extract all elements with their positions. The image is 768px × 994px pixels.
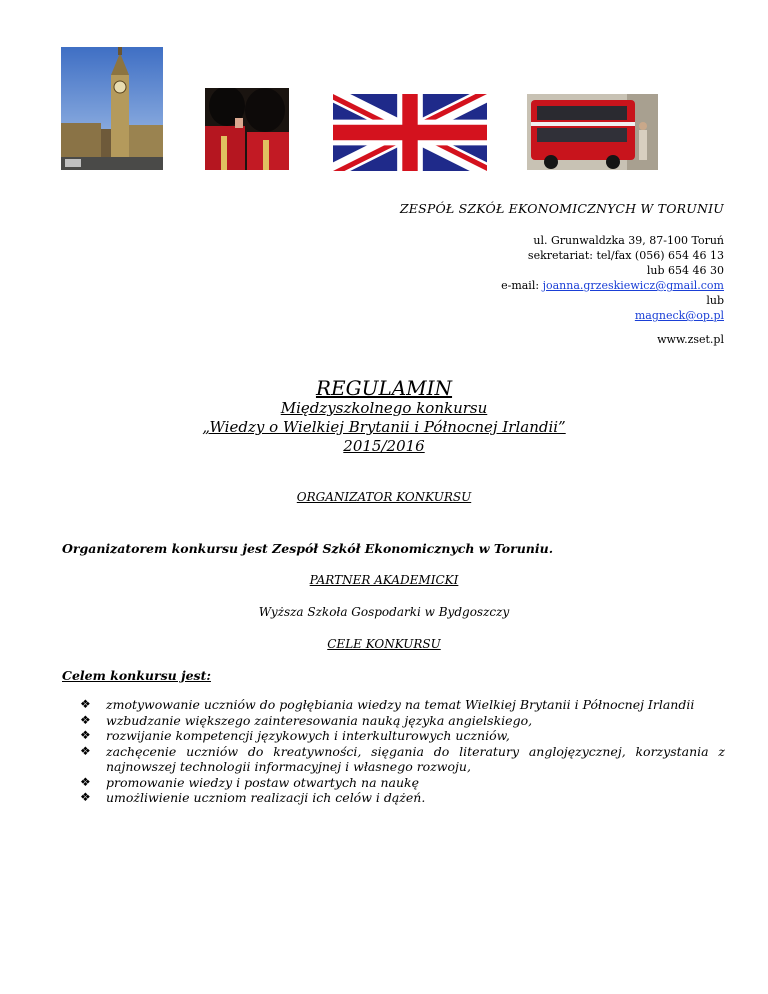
or-text: lub: [706, 294, 724, 307]
title-year: 2015/2016: [343, 437, 425, 455]
goal-text: umożliwienie uczniom realizacji ich celów i dążeń.: [106, 790, 426, 805]
goals-intro: Celem konkursu jest:: [62, 668, 211, 683]
goal-item: [80, 728, 725, 744]
email-label: e-mail:: [501, 279, 543, 292]
phone-alt: lub 654 46 30: [646, 264, 724, 277]
goal-text: rozwijanie kompetencji językowych i interkulturowych uczniów,: [106, 728, 510, 743]
goal-item: [80, 790, 725, 806]
red-double-decker-bus-photo: [527, 94, 658, 170]
title-block: [0, 377, 768, 456]
website: www.zset.pl: [657, 333, 724, 346]
bullet-icon: ❖: [80, 743, 91, 758]
goal-item: [80, 775, 725, 791]
goal-text: zmotywowanie uczniów do pogłębiania wiedzy na temat Wielkiej Brytanii i Północnej Irlandii: [106, 697, 695, 712]
goal-text: promowanie wiedzy i postaw otwartych na naukę: [106, 774, 420, 790]
bullet-icon: ❖: [80, 712, 91, 727]
bullet-icon: ❖: [80, 697, 91, 711]
contact-block: [304, 233, 724, 323]
goals-list: [80, 697, 725, 806]
email-line: [304, 278, 724, 293]
bullet-icon: ❖: [80, 774, 91, 789]
email-link-2[interactable]: magneck@op.pl: [634, 309, 724, 322]
address: ul. Grunwaldzka 39, 87-100 Toruń: [533, 234, 724, 247]
title-regulamin: REGULAMIN: [315, 376, 453, 400]
bullet-icon: ❖: [80, 790, 91, 804]
organizer-text: Organizatorem konkursu jest Zespół Szkół Ekonomicznych w Toruniu.: [62, 541, 554, 556]
email-line-2: [304, 308, 724, 323]
organizer-heading: ORGANIZATOR KONKURSU: [296, 490, 472, 504]
bullet-icon: ❖: [80, 728, 91, 742]
goal-item: [80, 744, 725, 775]
big-ben-photo: [61, 47, 163, 170]
goal-text: zachęcenie uczniów do kreatywności, sięgania do literatury anglojęzycznej, korzystania z najnowszej technologii informacyjnej i własnego rozwoju,: [106, 743, 725, 774]
goal-item: [80, 713, 725, 729]
email-link-1[interactable]: joanna.grzeskiewicz@gmail.com: [542, 279, 724, 292]
partner-heading: PARTNER AKADEMICKI: [309, 573, 459, 587]
partner-name: Wyższa Szkoła Gospodarki w Bydgoszczy: [258, 605, 510, 619]
goal-text: wzbudzanie większego zainteresowania nauką języka angielskiego,: [106, 712, 533, 728]
phone: sekretariat: tel/fax (056) 654 46 13: [527, 249, 724, 262]
union-jack-flag: [333, 94, 487, 171]
royal-guards-photo: [205, 88, 289, 170]
school-name: ZESPÓŁ SZKÓŁ EKONOMICZNYCH W TORUNIU: [399, 201, 724, 216]
goal-item: [80, 697, 725, 713]
title-subtitle: Międzyszkolnego konkursu: [280, 399, 488, 417]
goals-heading: CELE KONKURSU: [327, 637, 441, 651]
title-contest-name: „Wiedzy o Wielkiej Brytanii i Północnej Irlandii”: [202, 418, 566, 436]
